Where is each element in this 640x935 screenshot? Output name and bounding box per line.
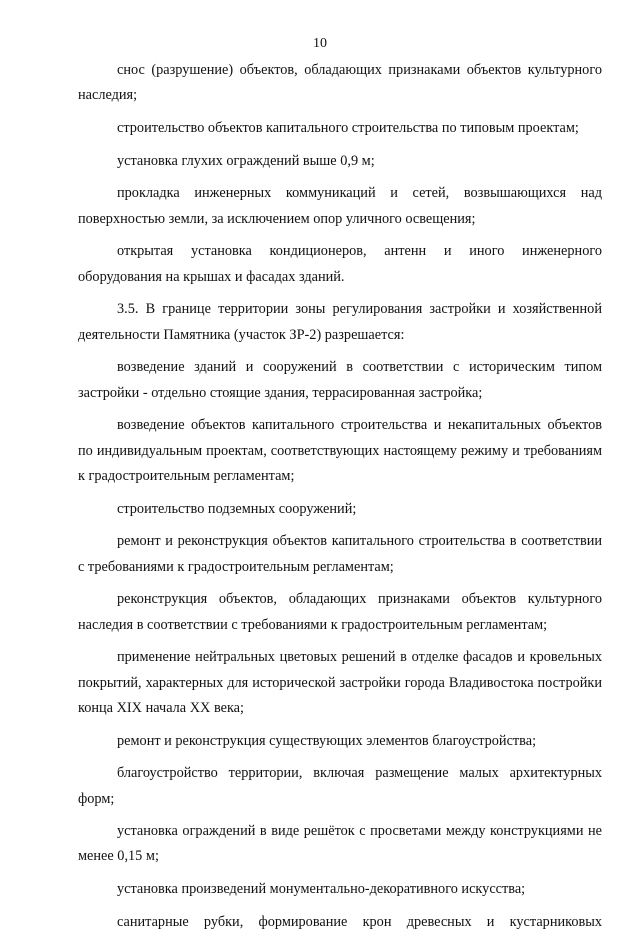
paragraph-standard-projects: строительство объектов капитального строительства по типовым проектам;: [117, 119, 579, 136]
paragraph-solid-fences: установка глухих ограждений выше 0,9 м;: [117, 152, 375, 169]
paragraph-landscaping-repair: ремонт и реконструкция существующих элементов благоустройства;: [117, 732, 537, 749]
paragraph-demolition: снос (разрушение) объектов, обладающих признаками объектов культурного наследия;: [78, 62, 602, 104]
paragraph-sanitary-felling: санитарные рубки, формирование крон древесных и кустарниковых: [117, 913, 602, 930]
paragraph-utilities: прокладка инженерных коммуникаций и сетей, возвышающихся над поверхностью земли, за исключением опор уличного освещения;: [78, 185, 602, 227]
paragraph-air-conditioners: открытая установка кондиционеров, антенн и иного инженерного оборудования на крышах и фасадах зданий.: [78, 243, 602, 285]
paragraph-heritage-reconstruction: реконструкция объектов, обладающих признаками объектов культурного наследия в соответствии с требованиями к градостроительным регламентам;: [78, 591, 602, 633]
paragraph-underground: строительство подземных сооружений;: [117, 500, 357, 517]
paragraph-monumental-art: установка произведений монументально-декоративного искусства;: [117, 881, 526, 898]
paragraph-neutral-colors: применение нейтральных цветовых решений в отделке фасадов и кровельных покрытий, характерных для исторической застройки города Владивостока постройки конца XIX начала XX века;: [78, 649, 602, 716]
paragraph-repair-reconstruction: ремонт и реконструкция объектов капитального строительства в соответствии с требованиями к градостроительным регламентам;: [78, 533, 602, 575]
section-3-5-heading: 3.5. В границе территории зоны регулирования застройки и хозяйственной деятельности Памятника (участок ЗР-2) разрешается:: [78, 301, 602, 343]
paragraph-lattice-fences: установка ограждений в виде решёток с просветами между конструкциями не менее 0,15 м;: [78, 823, 602, 865]
paragraph-landscaping: благоустройство территории, включая размещение малых архитектурных форм;: [78, 765, 602, 807]
page-number: 10: [313, 36, 327, 51]
paragraph-historic-type: возведение зданий и сооружений в соответствии с историческим типом застройки - отдельно стоящие здания, террасированная застройка;: [78, 359, 602, 401]
document-body: [78, 58, 602, 935]
paragraph-individual-projects: возведение объектов капитального строительства и некапитальных объектов по индивидуальным проектам, соответствующих настоящему режиму и требованиям к градостроительным регламентам;: [78, 417, 602, 484]
